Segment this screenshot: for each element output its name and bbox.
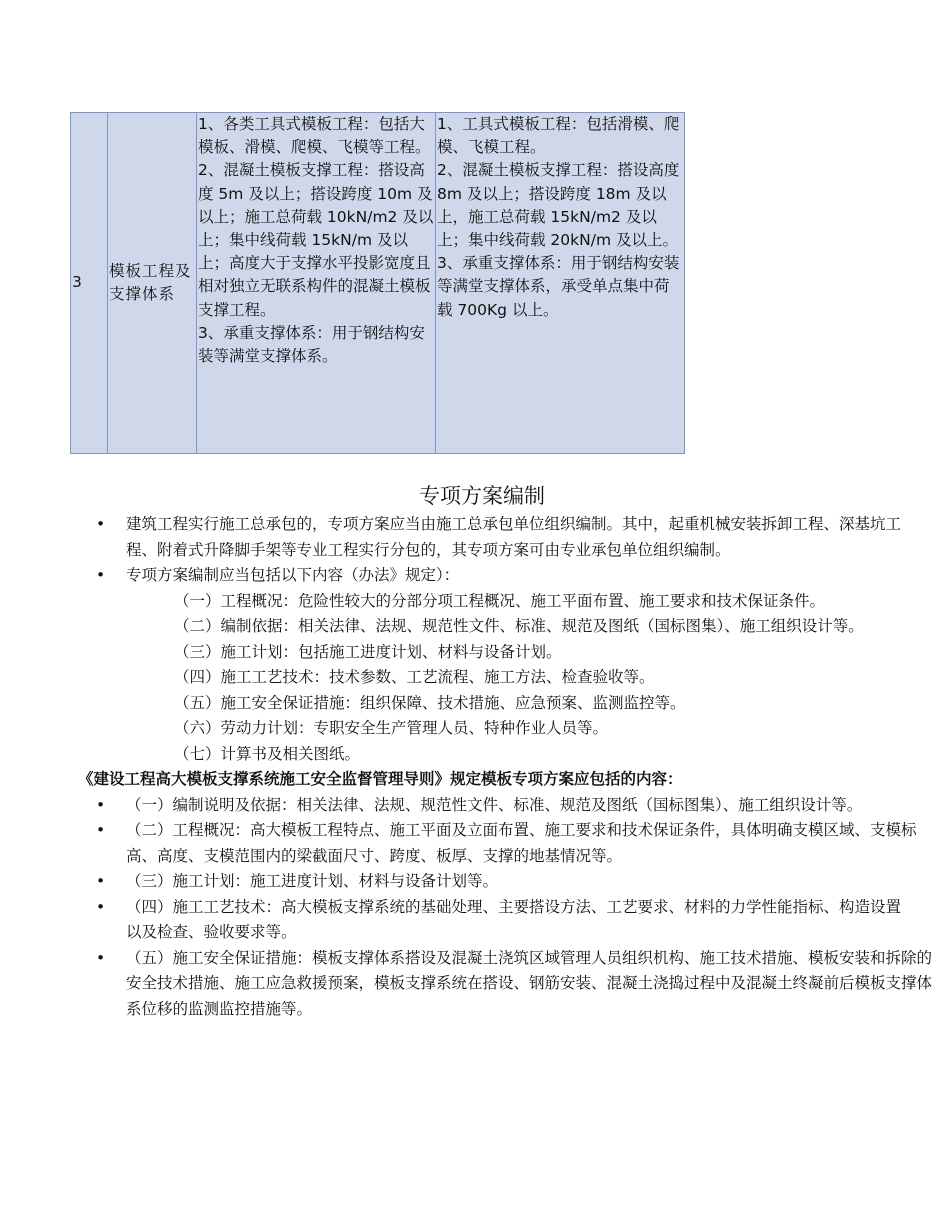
major-scope-cell bbox=[436, 113, 685, 454]
sub-item: （二）编制依据：相关法律、法规、规范性文件、标准、规范及图纸（国标图集）、施工组织设计等。 bbox=[174, 617, 864, 635]
bullet-marker: • bbox=[96, 948, 106, 967]
section-content bbox=[0, 512, 950, 1022]
bullet-marker: • bbox=[96, 566, 106, 584]
bullet-text: （五）施工安全保证措施：模板支撑体系搭设及混凝土浇筑区域管理人员组织机构、施工技术措施、模板安装和拆除的安全技术措施、施工应急救援预案，模板支撑系统在搭设、钢筋安装、混凝土浇捣过程中及混凝土终凝前后模板支撑体系位移的监测监控措施等。 bbox=[126, 948, 933, 1018]
bullet-item bbox=[0, 512, 950, 563]
bullet-marker: • bbox=[96, 821, 106, 839]
sub-item: （六）劳动力计划：专职安全生产管理人员、特种作业人员等。 bbox=[174, 719, 609, 737]
dangerous-scope-cell bbox=[197, 113, 436, 454]
bullet-text: （四）施工工艺技术：高大模板支撑系统的基础处理、主要搭设方法、工艺要求、材料的力学性能指标、构造设置以及检查、验收要求等。 bbox=[126, 897, 902, 941]
sub-item: （三）施工计划：包括施工进度计划、材料与设备计划。 bbox=[174, 642, 562, 661]
sub-item: （五）施工安全保证措施：组织保障、技术措施、应急预案、监测监控等。 bbox=[174, 693, 686, 712]
scope-item: 2、混凝土模板支撑工程：搭设高度 5m 及以上；搭设跨度 10m 及以上；施工总荷载 10kN/m2 及以上；集中线荷载 15kN/m 及以上；高度大于支撑水平投影宽度且相对独立无联系构件的混凝土模板支撑工程。 bbox=[198, 161, 434, 319]
bullet-marker: • bbox=[96, 872, 106, 890]
bullet-marker: • bbox=[96, 897, 106, 916]
bullet-text: 建筑工程实行施工总承包的，专项方案应当由施工总承包单位组织编制。其中，起重机械安装拆卸工程、深基坑工程、附着式升降脚手架等专业工程实行分包的，其专项方案可由专业承包单位组织编制。 bbox=[126, 515, 902, 559]
bullet-text: （二）工程概况：高大模板工程特点、施工平面及立面布置、施工要求和技术保证条件，具体明确支模区域、支模标高、高度、支模范围内的梁截面尺寸、跨度、板厚、支撑的地基情况等。 bbox=[126, 821, 917, 865]
scope-item: 3、承重支撑体系：用于钢结构安装等满堂支撑体系，承受单点集中荷载 700Kg 以上。 bbox=[437, 254, 680, 319]
bullet-marker: • bbox=[96, 515, 106, 533]
bullet-marker: • bbox=[96, 795, 106, 814]
scope-item: 1、各类工具式模板工程：包括大模板、滑模、爬模、飞模等工程。 bbox=[198, 115, 431, 157]
sub-item: （四）施工工艺技术：技术参数、工艺流程、施工方法、检查验收等。 bbox=[174, 668, 655, 686]
bullet-text: （一）编制说明及依据：相关法律、法规、规范性文件、标准、规范及图纸（国标图集）、施工组织设计等。 bbox=[126, 795, 863, 814]
bullet-item bbox=[0, 793, 950, 819]
sub-item: （一）工程概况：危险性较大的分部分项工程概况、施工平面布置、施工要求和技术保证条件。 bbox=[174, 591, 826, 610]
table-row bbox=[71, 113, 685, 454]
bullet-text: （三）施工计划：施工进度计划、材料与设备计划等。 bbox=[126, 872, 499, 890]
scope-item: 1、工具式模板工程：包括滑模、爬模、飞模工程。 bbox=[437, 115, 680, 157]
bullet-item bbox=[0, 869, 950, 895]
bullet-item bbox=[0, 563, 950, 589]
bullet-item bbox=[0, 818, 950, 869]
row-name: 模板工程及支撑体系 bbox=[108, 113, 197, 454]
guideline-heading: 《建设工程高大模板支撑系统施工安全监督管理导则》规定模板专项方案应包括的内容： bbox=[78, 770, 683, 788]
scope-item: 2、混凝土模板支撑工程：搭设高度 8m 及以上；搭设跨度 18m 及以上，施工总荷载 15kN/m2 及以上；集中线荷载 20kN/m 及以上。 bbox=[437, 161, 680, 250]
bullet-text: 专项方案编制应当包括以下内容（办法》规定）： bbox=[126, 566, 460, 584]
scope-item: 3、承重支撑体系：用于钢结构安装等满堂支撑体系。 bbox=[198, 323, 425, 366]
bullet-item bbox=[0, 946, 950, 1023]
hazard-scope-table bbox=[70, 112, 685, 454]
section-title: 专项方案编制 bbox=[419, 484, 545, 508]
row-number: 3 bbox=[71, 113, 108, 454]
bullet-item bbox=[0, 895, 950, 946]
sub-item: （七）计算书及相关图纸。 bbox=[174, 744, 361, 763]
